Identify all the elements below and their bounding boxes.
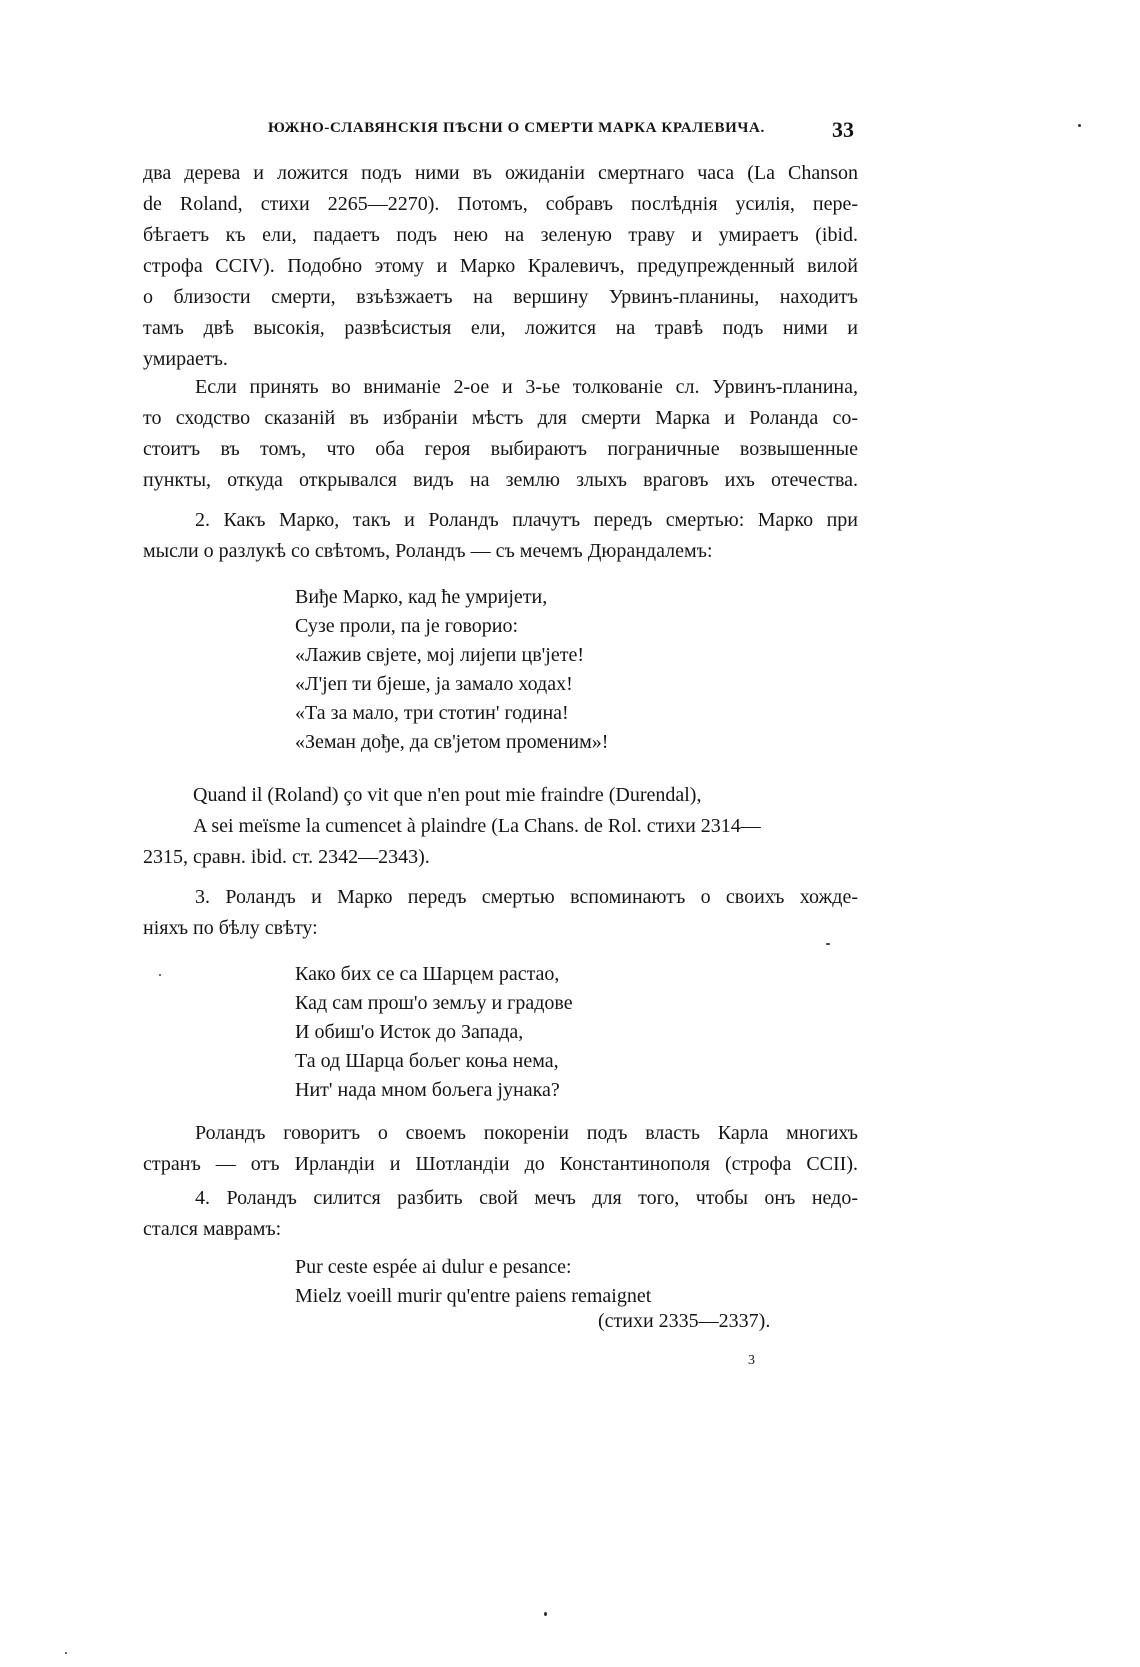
text-line: умираетъ. bbox=[143, 348, 228, 370]
text-line: странъ — отъ Ирландіи и Шотландіи до Константинополя (строфа CCII). bbox=[143, 1153, 858, 1175]
verse-line: Pur ceste espée ai dulur e pesance: bbox=[295, 1256, 572, 1278]
text-line: строфа CCIV). Подобно этому и Марко Кралевичъ, предупрежденный вилой bbox=[143, 255, 858, 277]
scan-speck bbox=[1078, 124, 1081, 127]
verse-line: И обиш'о Исток до Запада, bbox=[295, 1021, 524, 1043]
verse-line: Mielz voeill murir qu'entre paiens remaignet bbox=[295, 1285, 652, 1307]
text-line: стоитъ въ томъ, что оба героя выбираютъ пограничные возвышенные bbox=[143, 438, 858, 460]
quote-line: A sei meïsme la cumencet à plaindre (La Chans. de Rol. стихи 2314— bbox=[193, 815, 761, 837]
text-line: Роландъ говоритъ о своемъ покореніи подъ власть Карла многихъ bbox=[195, 1122, 858, 1144]
paragraph-5 bbox=[143, 882, 858, 944]
text-line: 2. Какъ Марко, такъ и Роландъ плачутъ передъ смертью: Марко при bbox=[195, 509, 858, 531]
verse-line: «Земан дође, да св'јетом променим»! bbox=[295, 731, 609, 753]
scan-speck bbox=[159, 974, 161, 976]
text-line: то сходство сказаній въ избраніи мѣстъ для смерти Марка и Роланда со- bbox=[143, 407, 858, 429]
text-line: бѣгаетъ къ ели, падаетъ подъ нею на зеленую траву и умираетъ (ibid. bbox=[143, 224, 858, 246]
scan-speck bbox=[544, 1612, 547, 1616]
paragraph-1 bbox=[143, 158, 858, 375]
text-line: de Roland, стихи 2265—2270). Потомъ, собравъ послѣднія усилія, пере- bbox=[143, 193, 858, 215]
paragraph-6 bbox=[143, 1118, 858, 1180]
quote-line: Quand il (Roland) ço vit que n'en pout mie fraindre (Durendal), bbox=[193, 784, 702, 806]
paragraph-2 bbox=[143, 372, 858, 496]
printer-signature: 3 bbox=[748, 1353, 755, 1368]
verse-line: «Л'јеп ти бјеше, ја замало ходах! bbox=[295, 673, 573, 695]
verse-citation: (стихи 2335—2337). bbox=[598, 1310, 771, 1332]
verse-line: Та од Шарца бољег коња нема, bbox=[295, 1050, 559, 1072]
text-line: пункты, откуда открывался видъ на землю злыхъ враговъ ихъ отечества. bbox=[143, 469, 858, 491]
text-line: тамъ двѣ высокія, развѣсистыя ели, ложится на травѣ подъ ними и bbox=[143, 317, 858, 339]
verse-line: Нит' нада мном бољега јунака? bbox=[295, 1079, 560, 1101]
text-line: 2315, сравн. ibid. ст. 2342—2343). bbox=[143, 846, 430, 868]
text-line: Если принять во вниманіе 2-ое и 3-ье толкованіе сл. Урвинъ-планина, bbox=[195, 376, 858, 398]
verse-block-2 bbox=[295, 960, 573, 1105]
french-quote bbox=[193, 780, 761, 842]
text-line: мысли о разлукѣ со свѣтомъ, Роландъ — съ мечемъ Дюрандалемъ: bbox=[143, 540, 713, 562]
text-line: стался маврамъ: bbox=[143, 1218, 282, 1240]
text-line: о близости смерти, взъѣзжаетъ на вершину Урвинъ-планины, находитъ bbox=[143, 286, 858, 308]
verse-block-3 bbox=[295, 1253, 651, 1311]
paragraph-3 bbox=[143, 505, 858, 567]
verse-line: Кад сам прош'о земљу и градове bbox=[295, 992, 573, 1014]
paragraph-7 bbox=[143, 1183, 858, 1245]
verse-block-1 bbox=[295, 583, 608, 757]
verse-line: «Та за мало, три стотин' година! bbox=[295, 702, 569, 724]
paragraph-4 bbox=[143, 842, 858, 873]
text-line: ніяхъ по бѣлу свѣту: bbox=[143, 917, 318, 939]
scan-speck bbox=[65, 1652, 67, 1654]
verse-line: Виђе Марко, кад ће умријети, bbox=[295, 586, 548, 608]
text-line: 4. Роландъ силится разбить свой мечъ для того, чтобы онъ недо- bbox=[195, 1187, 858, 1209]
running-title: ЮЖНО-СЛАВЯНСКІЯ ПѢСНИ О СМЕРТИ МАРКА КРАЛЕВИЧА. bbox=[268, 120, 765, 136]
text-line: два дерева и ложится подъ ними въ ожиданіи смертнаго часа (La Chanson bbox=[143, 162, 858, 184]
text-line: 3. Роландъ и Марко передъ смертью вспоминаютъ о своихъ хожде- bbox=[195, 886, 858, 908]
verse-line: «Лажив свјете, мој лијепи цв'јете! bbox=[295, 644, 584, 666]
verse-line: Како бих се са Шарцем растао, bbox=[295, 963, 560, 985]
page-number: 33 bbox=[832, 117, 854, 142]
scan-speck bbox=[826, 943, 830, 945]
verse-line: Сузе проли, па је говорио: bbox=[295, 615, 519, 637]
